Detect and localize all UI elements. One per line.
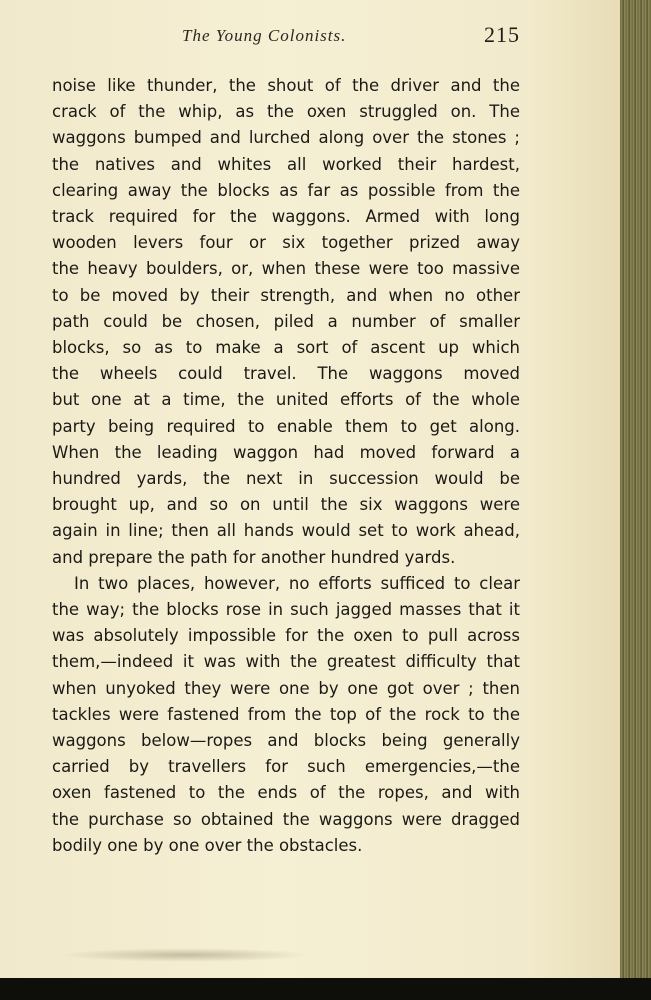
text-line: In two places, however, no efforts sufficed to clear [74, 573, 520, 593]
text-line: tackles were fastened from the top of the rock to the [52, 704, 520, 724]
text-line: the heavy boulders, or, when these were too massive [52, 259, 520, 279]
text-line: crack of the whip, as the oxen struggled on. The [52, 102, 520, 122]
running-title: The Young Colonists. [182, 26, 347, 45]
text-line: blocks, so as to make a sort of ascent up which [52, 338, 520, 358]
page-smudge [60, 948, 310, 962]
text-line: waggons bumped and lurched along over the stones ; [52, 128, 520, 148]
text-line: the natives and whites all worked their hardest, [52, 154, 520, 174]
text-line: bodily one by one over the obstacles. [52, 835, 363, 855]
text-line: path could be chosen, piled a number of smaller [52, 311, 520, 331]
text-line: the purchase so obtained the waggons were dragged [52, 809, 520, 829]
text-line: and prepare the path for another hundred yards. [52, 547, 456, 567]
text-line: again in line; then all hands would set to work ahead, [52, 521, 520, 541]
text-line: them,—indeed it was with the greatest difficulty that [52, 652, 520, 672]
text-line: when unyoked they were one by one got over ; then [52, 678, 520, 698]
paragraph-2 [52, 571, 520, 859]
page-number: 215 [484, 22, 520, 47]
text-line: but one at a time, the united efforts of the whole [52, 390, 520, 410]
text-line: brought up, and so on until the six waggons were [52, 495, 520, 515]
paragraph-1 [52, 73, 520, 571]
text-line: track required for the waggons. Armed with long [52, 207, 520, 227]
text-line: oxen fastened to the ends of the ropes, and with [52, 783, 520, 803]
page-header [52, 22, 520, 52]
body-text [52, 73, 520, 859]
text-line: clearing away the blocks as far as possible from the [52, 180, 520, 200]
text-line: party being required to enable them to get along. [52, 416, 520, 436]
text-line: to be moved by their strength, and when no other [52, 285, 520, 305]
text-line: was absolutely impossible for the oxen to pull across [52, 626, 520, 646]
text-line: the wheels could travel. The waggons moved [52, 364, 520, 384]
text-line: noise like thunder, the shout of the driver and the [52, 76, 520, 95]
text-line: waggons below—ropes and blocks being generally [52, 731, 520, 751]
text-line: the way; the blocks rose in such jagged masses that it [52, 600, 520, 620]
scan-bottom-edge [0, 978, 651, 1000]
text-line: hundred yards, the next in succession would be [52, 469, 520, 489]
text-line: When the leading waggon had moved forward a [52, 442, 520, 462]
text-line: wooden levers four or six together prized away [52, 233, 520, 253]
text-line: carried by travellers for such emergencies,—the [52, 757, 520, 777]
book-gutter-edge [620, 0, 651, 978]
